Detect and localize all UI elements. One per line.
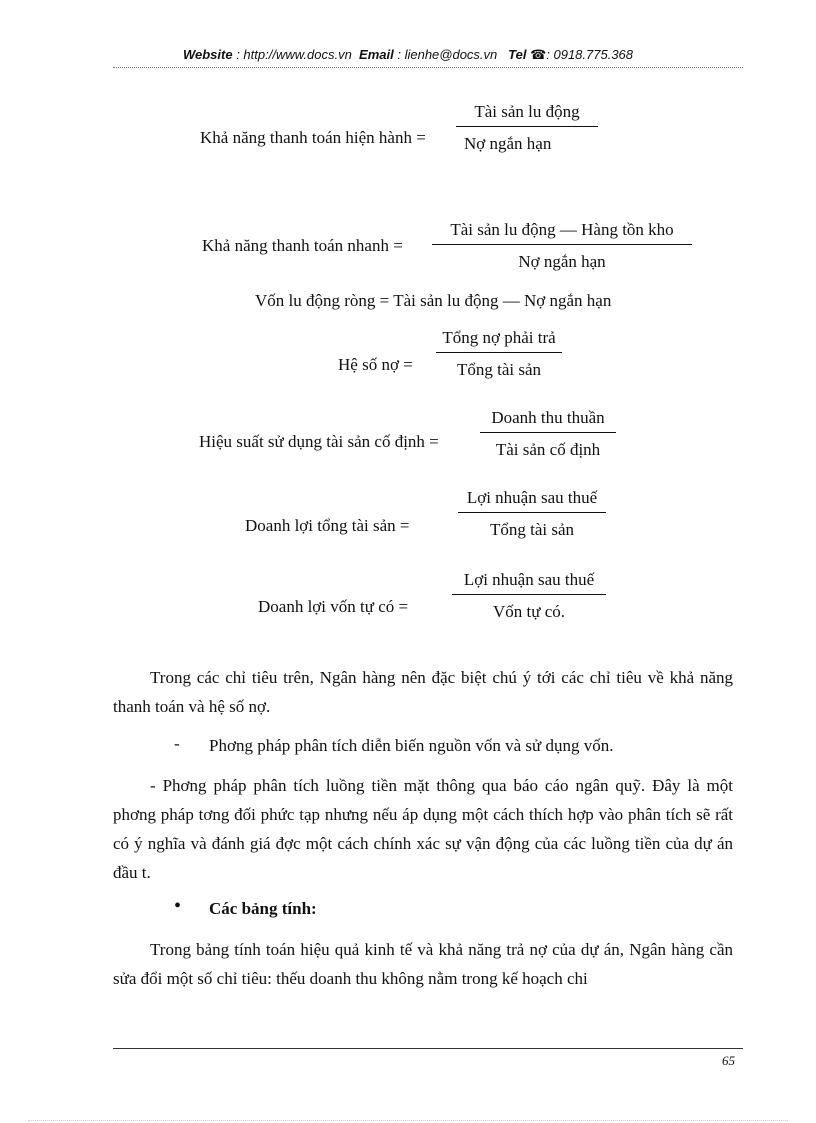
bullet-text: Phơng pháp phân tích diễn biến nguồn vốn và sử dụng vốn.	[209, 736, 614, 755]
formula-label: Khả năng thanh toán hiện hành =	[200, 128, 426, 147]
formula-numerator: Doanh thu thuần	[491, 408, 605, 427]
body-paragraph	[113, 771, 733, 887]
formula-numerator: Tài sản lu động — Hàng tồn kho	[450, 220, 674, 239]
formula-numerator: Tài sản lu động	[474, 102, 580, 121]
formula-label: Khả năng thanh toán nhanh =	[202, 236, 403, 255]
paragraph-text: Trong bảng tính toán hiệu quả kinh tế và khả năng trả nợ của dự án, Ngân hàng cần sửa đổi một số chỉ tiêu: thếu doanh thu không nằm trong kế hoạch chi	[113, 940, 733, 988]
page-bottom-rule	[28, 1120, 788, 1121]
website-label: Website	[182, 47, 233, 62]
formula-label: Hiệu suất sử dụng tài sản cố định =	[199, 432, 439, 451]
formula-numerator: Tổng nợ phải trả	[442, 328, 556, 347]
page-number: 65	[722, 1053, 735, 1068]
body-paragraph	[113, 663, 733, 721]
formula-fraction	[432, 218, 692, 271]
body-paragraph	[113, 935, 733, 993]
formula-fraction	[456, 100, 598, 153]
phone-icon: ☎	[530, 47, 547, 62]
email-value: : lienhe@docs.vn	[397, 47, 498, 62]
formula-fraction	[458, 486, 606, 539]
formula-label: Hệ số nợ =	[338, 355, 413, 374]
tel-label: Tel	[508, 47, 527, 62]
paragraph-text: Trong các chỉ tiêu trên, Ngân hàng nên đặc biệt chú ý tới các chỉ tiêu về khả năng thanh toán và hệ số nợ.	[113, 668, 733, 716]
formula-denominator: Tổng tài sản	[456, 360, 542, 379]
formula-label: Doanh lợi vốn tự có =	[258, 597, 409, 616]
formula-denominator: Nợ ngắn hạn	[518, 252, 606, 271]
dash-bullet-icon: -	[174, 734, 180, 753]
section-heading: Các bảng tính:	[209, 899, 317, 918]
formula-fraction	[452, 568, 606, 621]
formula-numerator: Lợi nhuận sau thuế	[466, 488, 598, 507]
formula-numerator: Lợi nhuận sau thuế	[463, 570, 595, 589]
formula-fraction	[480, 406, 616, 459]
footer-rule	[113, 1048, 743, 1049]
tel-value: : 0918.775.368	[546, 47, 634, 62]
formula-denominator: Tài sản cố định	[495, 440, 601, 459]
formula-denominator: Nợ ngắn hạn	[464, 134, 552, 153]
email-label: Email	[359, 47, 394, 62]
round-bullet-icon: •	[174, 895, 182, 917]
formula-denominator: Tổng tài sản	[489, 520, 575, 539]
page-header	[0, 47, 816, 63]
formula-label: Vốn lu động ròng = Tài sản lu động — Nợ ngắn hạn	[255, 291, 612, 310]
formula-label: Doanh lợi tổng tài sản =	[245, 516, 410, 535]
paragraph-text: - Phơng pháp phân tích luồng tiền mặt thông qua báo cáo ngân quỹ. Đây là một phơng pháp tơng đối phức tạp nhưng nếu áp dụng một cách thích hợp vào phân tích sẽ rất có ý nghĩa và đánh giá đợc một cách chính xác sự vận động của các luồng tiền của dự án đầu t.	[113, 776, 733, 882]
formula-fraction	[436, 326, 562, 379]
header-rule	[113, 67, 743, 68]
website-value: : http://www.docs.vn	[236, 47, 352, 62]
formula-denominator: Vốn tự có.	[492, 602, 565, 621]
